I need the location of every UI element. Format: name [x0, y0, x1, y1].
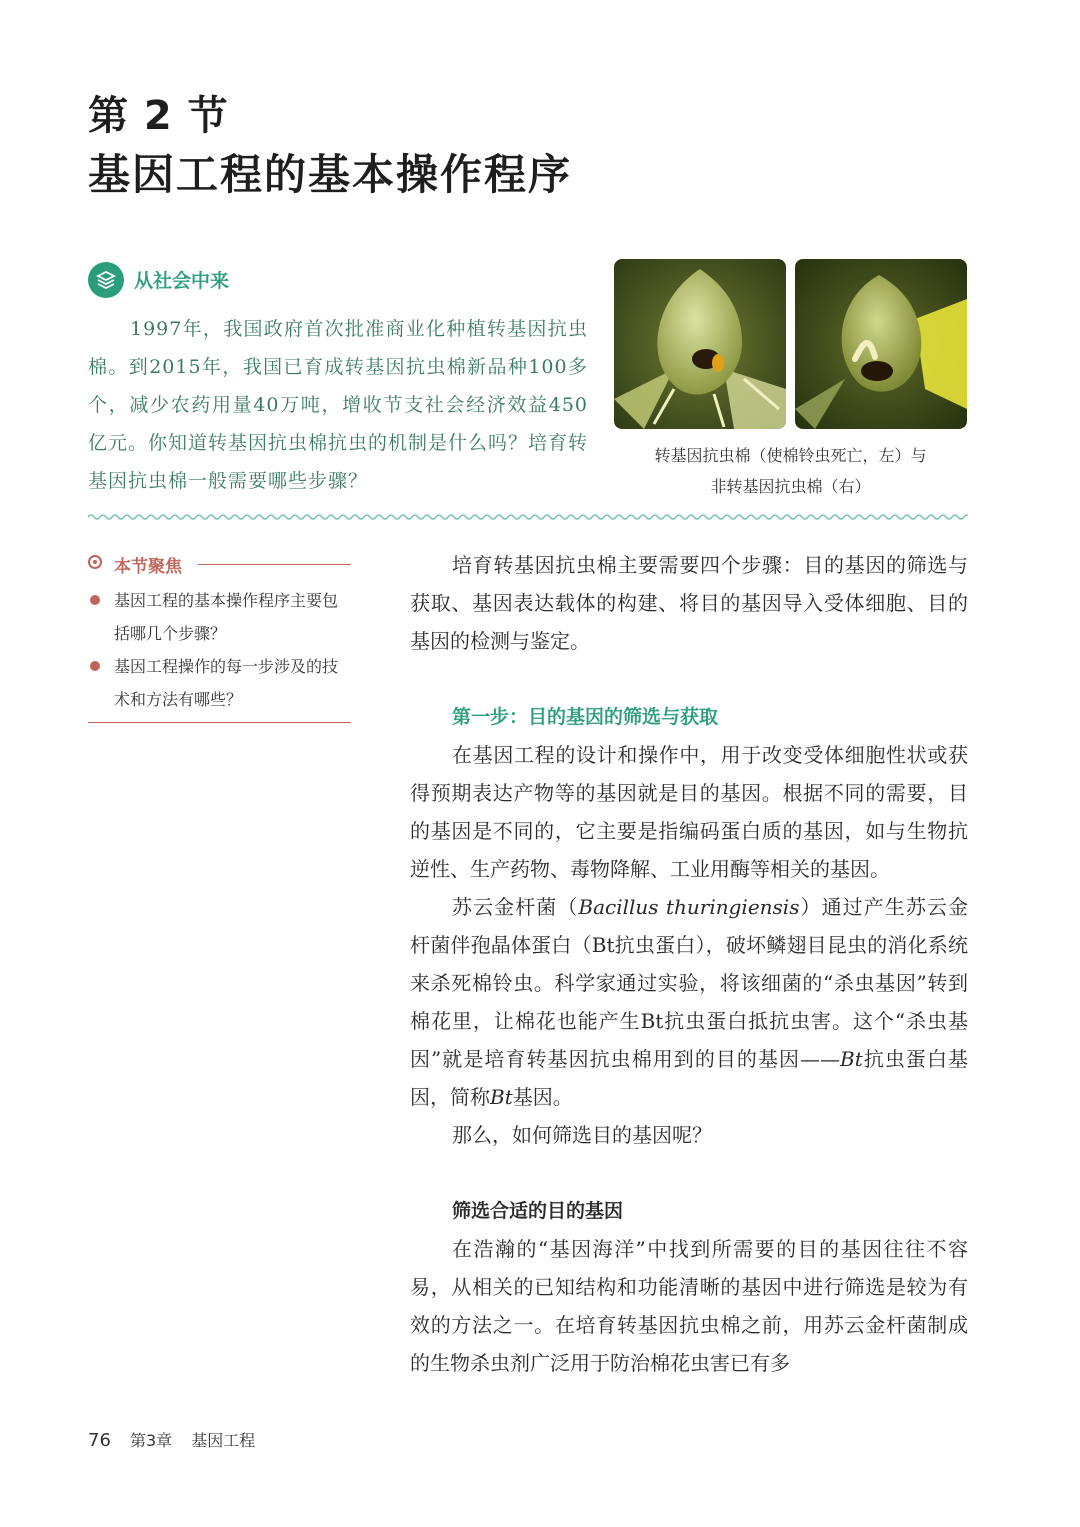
intro-paragraph: 培育转基因抗虫棉主要需要四个步骤：目的基因的筛选与获取、基因表达载体的构建、将目的基因导入受体细胞、目的基因的检测与鉴定。 [410, 553, 968, 653]
text-run: 基因。 [512, 1085, 573, 1109]
subsection-heading: 筛选合适的目的基因 [452, 1200, 624, 1222]
gene-name: Bt [840, 1047, 863, 1071]
from-society-label: 从社会中来 [134, 270, 230, 292]
focus-header [88, 552, 351, 576]
text-run: ）通过产生苏云金杆菌伴孢晶体蛋白（Bt抗虫蛋白），破坏鳞翅目昆虫的消化系统来杀死棉铃虫。科学家通过实验，将该细菌的“杀虫基因”转到棉花里，让棉花也能产生Bt抗虫蛋白抵抗虫害。这个“杀虫基因”就是培育转基因抗虫棉用到的目的基因—— [410, 895, 969, 1071]
chapter-title: 基因工程 [191, 1431, 256, 1450]
focus-bottom-rule [88, 722, 351, 723]
paragraph-bt-gene [410, 888, 968, 1116]
wavy-divider [88, 512, 968, 522]
photo-caption [614, 440, 967, 502]
book-stack-icon [88, 262, 124, 298]
photo-caption-line-1: 转基因抗虫棉（使棉铃虫死亡，左）与 [654, 446, 927, 465]
page-number: 76 [88, 1430, 111, 1451]
target-icon [88, 555, 102, 569]
gene-name: Bt [490, 1085, 513, 1109]
focus-item: 基因工程的基本操作程序主要包括哪几个步骤？ [88, 584, 353, 650]
main-body [410, 546, 968, 1382]
focus-list [88, 584, 353, 716]
question-paragraph: 那么，如何筛选目的基因呢？ [452, 1123, 712, 1147]
section-number: 第 2 节 [88, 93, 229, 139]
page-footer [88, 1428, 255, 1451]
text-run: 苏云金杆菌（ [452, 895, 579, 919]
focus-title: 本节聚焦 [114, 557, 182, 577]
from-society-text [88, 310, 588, 500]
latin-name: Bacillus thuringiensis [578, 895, 800, 919]
section-title: 基因工程的基本操作程序 [88, 150, 573, 199]
photo-transgenic-cotton [614, 259, 786, 429]
focus-item: 基因工程操作的每一步涉及的技术和方法有哪些？ [88, 650, 353, 716]
from-society-paragraph: 1997年，我国政府首次批准商业化种植转基因抗虫棉。到2015年，我国已育成转基因抗虫棉新品种100多个，减少农药用量40万吨，增收节支社会经济效益450亿元。你知道转基因抗虫棉抗虫的机制是什么吗？培育转基因抗虫棉一般需要哪些步骤？ [88, 318, 589, 492]
text-run: 抗虫蛋白基因，简称 [410, 1047, 968, 1109]
photo-caption-line-2: 非转基因抗虫棉（右） [710, 477, 871, 496]
paragraph-screening: 在浩瀚的“基因海洋”中找到所需要的目的基因往往不容易，从相关的已知结构和功能清晰的基因中进行筛选是较为有效的方法之一。在培育转基因抗虫棉之前，用苏云金杆菌制成的生物杀虫剂广泛用于防治棉花虫害已有多 [410, 1237, 968, 1375]
step1-heading: 第一步：目的基因的筛选与获取 [452, 706, 719, 728]
focus-header-rule [198, 564, 351, 565]
paragraph-target-gene: 在基因工程的设计和操作中，用于改变受体细胞性状或获得预期表达产物等的基因就是目的基因。根据不同的需要，目的基因是不同的，它主要是指编码蛋白质的基因，如与生物抗逆性、生产药物、毒物降解、工业用酶等相关的基因。 [410, 743, 968, 881]
photo-non-transgenic-cotton [795, 259, 967, 429]
chapter-number: 第3章 [130, 1431, 173, 1450]
